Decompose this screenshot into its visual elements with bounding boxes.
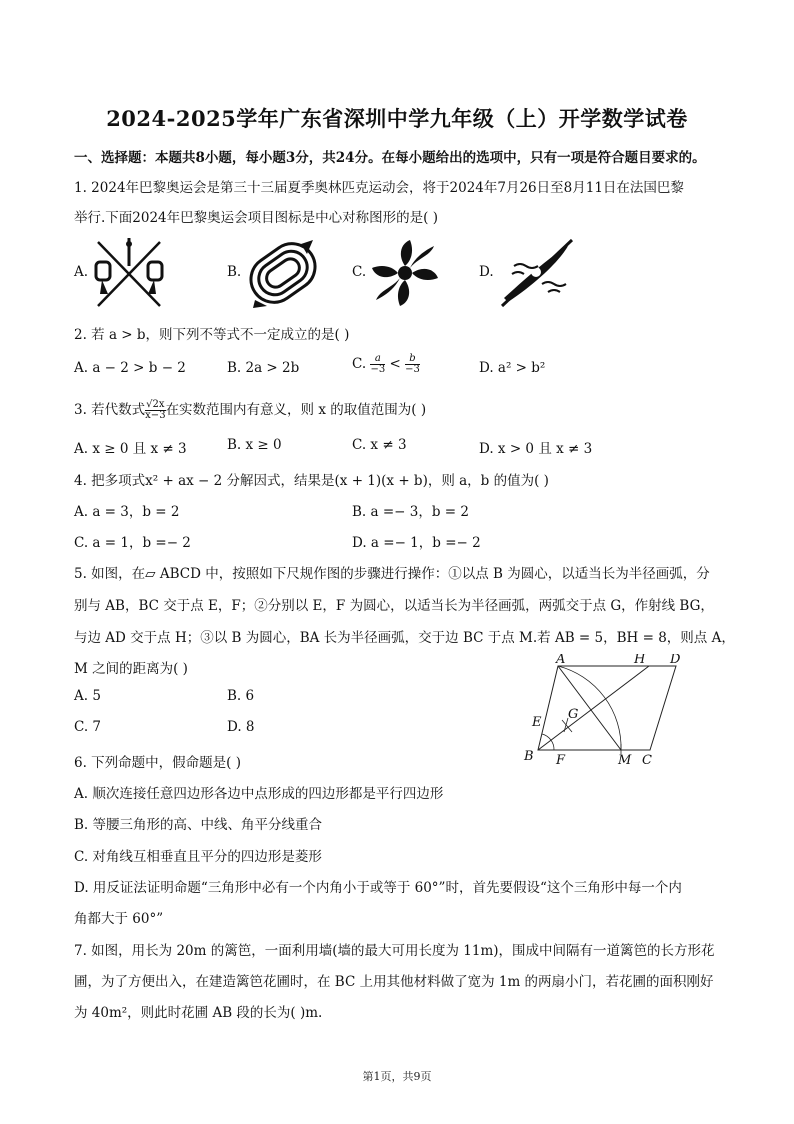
track-icon [243,236,323,310]
label-d: D [670,654,681,667]
pinwheel-icon [368,236,442,310]
q2-option-c-label: C. [352,356,367,372]
q2-option-a: A. a − 2 > b − 2 [74,360,186,376]
q6-option-b: B. 等腰三角形的高、中线、角平分线重合 [74,817,323,833]
fencing-icon [88,236,172,310]
q1-option-d-label: D. [479,264,494,280]
q7-stem-line2: 圃，为了方便出入，在建造篱笆花圃时，在 BC 上用其他材料做了宽为 1m 的两扇小门，若花圃的面积刚好 [74,974,714,990]
parallelogram-figure [518,654,686,770]
q2-option-d: D. a² > b² [479,360,546,376]
q4-option-a: A. a = 3，b = 2 [74,504,180,520]
q5-option-c: C. 7 [74,719,102,735]
label-b: B [524,749,534,764]
q1-stem-line1: 1. 2024年巴黎奥运会是第三十三届夏季奥林匹克运动会，将于2024年7月26日至8月11日在法国巴黎 [74,180,684,196]
q6-option-d-line2: 角都大于 60°” [74,911,164,927]
q5-stem-line3: 与边 AD 交于点 H；③以 B 为圆心，BA 长为半径画弧，交于边 BC 于点 M.若 AB = 5，BH = 8，则点 A， [74,630,735,646]
q1-option-c-label: C. [352,264,367,280]
q5-stem-line1: 5. 如图，在▱ ABCD 中，按照如下尺规作图的步骤进行操作：①以点 B 为圆心，以适当长为半径画弧，分 [74,566,710,582]
q5-option-b: B. 6 [227,688,255,704]
label-m: M [618,753,632,768]
label-c: C [642,753,652,768]
q1-option-a-label: A. [74,264,89,280]
q7-stem-line3: 为 40m²，则此时花圃 AB 段的长为( )m. [74,1005,323,1021]
label-f: F [556,753,566,768]
q2-option-c [352,354,420,375]
q3-option-b: B. x ≥ 0 [227,437,282,453]
q2-stem: 2. 若 a > b，则下列不等式不一定成立的是( ) [74,327,350,343]
label-e: E [532,715,542,730]
q3-stem-post: 在实数范围内有意义，则 x 的取值范围为( ) [165,402,427,418]
q2-option-b: B. 2a > 2b [227,360,300,376]
q3-stem [74,398,426,421]
label-g: G [568,707,579,722]
q5-stem-line2: 别与 AB，BC 交于点 E，F；②分别以 E，F 为圆心，以适当长为半径画弧，两弧交于点 G，作射线 BG， [74,598,714,614]
q2-fraction-left: $\frac{a}{-3}$ [370,353,386,375]
q4-stem: 4. 把多项式x² + ax − 2 分解因式，结果是(x + 1)(x + b)，则 a，b 的值为( ) [74,473,549,489]
q5-option-a: A. 5 [74,688,101,704]
q2-option-c-op: < [389,356,401,372]
q4-option-c: C. a = 1，b =− 2 [74,535,191,551]
q5-stem-line4: M 之间的距离为( ) [74,661,188,677]
q3-option-a: A. x ≥ 0 且 x ≠ 3 [74,441,187,457]
q2-fraction-right: $\frac{b}{-3}$ [405,353,420,375]
q5-option-d: D. 8 [227,719,255,735]
q3-option-d: D. x > 0 且 x ≠ 3 [479,441,593,457]
section-heading: 一、选择题：本题共8小题，每小题3分，共24分。在每小题给出的选项中，只有一项是符合题目要求的。 [74,150,706,166]
q4-option-d: D. a =− 1，b =− 2 [352,535,481,551]
q6-option-c: C. 对角线互相垂直且平分的四边形是菱形 [74,849,322,865]
q3-stem-pre: 3. 若代数式 [74,402,146,418]
label-a: A [556,654,566,667]
label-h: H [634,654,646,667]
q7-stem-line1: 7. 如图，用长为 20m 的篱笆，一面利用墙(墙的最大可用长度为 11m)，围成中间隔有一道篱笆的长方形花 [74,943,715,959]
parallelogram-abcd [538,666,676,750]
page-title: 2024-2025学年广东省深圳中学九年级（上）开学数学试卷 [106,106,688,131]
kayak-icon [494,236,578,310]
q3-fraction: $\frac{√2x}{x-3}$ [145,399,166,421]
q3-option-c: C. x ≠ 3 [352,437,407,453]
q1-stem-line2: 举行.下面2024年巴黎奥运会项目图标是中心对称图形的是( ) [74,210,438,226]
q6-option-d-line1: D. 用反证法证明命题“三角形中必有一个内角小于或等于 60°”时，首先要假设“这个三角形中每一个内 [74,880,682,896]
q1-option-b-label: B. [227,264,242,280]
q6-stem: 6. 下列命题中，假命题是( ) [74,755,241,771]
q4-option-b: B. a =− 3，b = 2 [352,504,469,520]
q6-option-a: A. 顺次连接任意四边形各边中点形成的四边形都是平行四边形 [74,786,444,802]
page-footer: 第1页，共9页 [362,1070,432,1083]
